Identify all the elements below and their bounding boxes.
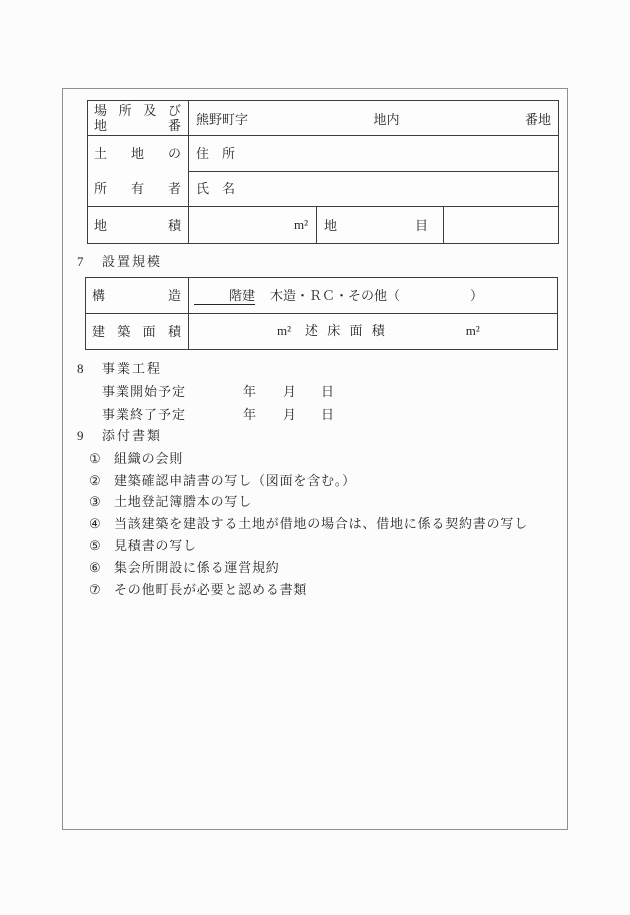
location-lot-number-label: 番地 [524,111,551,127]
item2-text: 建築確認申請書の写し（図面を含む。） [114,473,356,488]
project-end-line [0,407,630,422]
structure-close-paren: ） [470,288,484,303]
attachment-item [0,582,630,597]
item2-circled-number: ② [89,473,101,488]
section8-title: 事業工程 [102,361,163,376]
item6-text: 集会所開設に係る運営規約 [114,560,280,575]
start-day-label: 日 [321,384,335,399]
item7-text: その他町長が必要と認める書類 [114,582,308,597]
owner-address-cell [189,136,558,172]
item4-circled-number: ④ [89,516,101,531]
land-category-label: 地 目 [324,217,428,233]
start-year-label: 年 [243,384,257,399]
section8-number: 8 [77,361,84,376]
item3-text: 土地登記簿謄本の写し [114,494,253,509]
section9-heading [0,428,630,443]
section7-heading [0,254,630,269]
structure-label: 構 造 [92,288,181,303]
project-end-label: 事業終了予定 [102,407,187,422]
landowner-label-cell [88,136,189,207]
land-area-value-cell [189,207,317,243]
structure-label-cell [86,278,189,314]
section9-title: 添付書類 [102,428,163,443]
landowner-label-line1: 土 地 の [94,146,181,161]
location-town-prefix: 熊野町字 [196,111,249,127]
location-label-line1: 場 所 及 び [94,103,181,118]
end-day-label: 日 [321,407,335,422]
owner-name-label: 氏 名 [196,181,236,196]
total-floor-area-label: 述 床 面 積 [305,323,388,338]
land-area-label-cell [88,207,189,243]
project-start-label: 事業開始予定 [102,384,187,399]
attachment-item [0,473,630,488]
attachment-item [0,451,630,466]
location-lot-label-cell [88,101,189,136]
building-area-value-cell [189,314,557,349]
section7-title: 設置規模 [102,254,163,269]
structure-value-cell [189,278,557,314]
attachment-item [0,538,630,553]
land-area-unit: m² [293,217,308,232]
end-year-label: 年 [243,407,257,422]
start-month-label: 月 [283,384,297,399]
item6-circled-number: ⑥ [89,560,101,575]
item1-text: 組織の会則 [114,451,184,466]
item4-text: 当該建築を建設する土地が借地の場合は、借地に係る契約書の写し [114,516,529,531]
land-info-table [87,100,559,244]
building-area-label-cell [86,314,189,349]
building-area-unit: m² [277,323,292,338]
owner-name-cell [189,172,558,207]
land-category-label-cell [317,207,444,243]
section9-number: 9 [77,428,84,443]
attachment-item [0,516,630,531]
item1-circled-number: ① [89,451,101,466]
floors-blank-field: 階建 [194,288,255,305]
item3-circled-number: ③ [89,494,101,509]
owner-address-label: 住 所 [196,146,236,161]
location-label-line2: 地 番 [94,118,181,133]
section7-number: 7 [77,254,84,269]
building-area-label: 建 築 面 積 [92,324,181,339]
land-area-label: 地 積 [94,217,181,233]
land-category-value-cell [444,207,558,243]
item5-circled-number: ⑤ [89,538,101,553]
item7-circled-number: ⑦ [89,582,101,597]
structure-type-options: 木造・ＲＣ・その他（ [270,288,401,303]
location-value-cell [189,101,558,136]
section8-heading [0,361,630,376]
item5-text: 見積書の写し [114,538,197,553]
location-within-label: 地内 [373,111,400,127]
structure-table [85,277,558,350]
end-month-label: 月 [283,407,297,422]
attachment-item [0,494,630,509]
project-start-line [0,384,630,399]
attachment-item [0,560,630,575]
total-floor-area-unit: m² [465,323,480,338]
landowner-label-line2: 所 有 者 [94,181,181,196]
